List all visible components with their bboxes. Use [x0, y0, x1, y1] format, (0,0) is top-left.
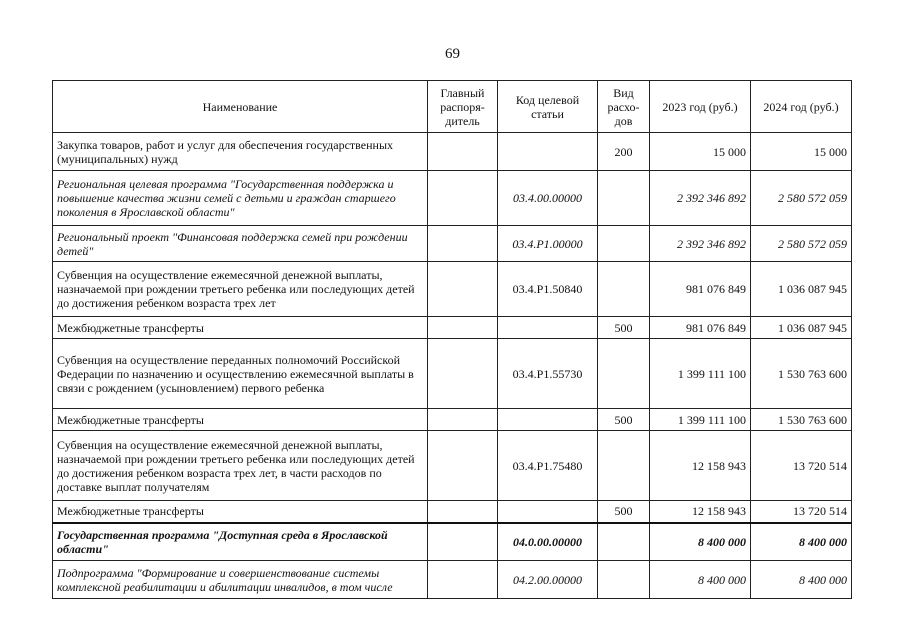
cell-type [598, 561, 650, 599]
cell-name: Межбюджетные трансферты [53, 317, 428, 339]
cell-2024: 8 400 000 [751, 561, 852, 599]
header-target-code: Код целевой статьи [498, 81, 598, 133]
cell-code [498, 317, 598, 339]
cell-code: 03.4.P1.50840 [498, 262, 598, 317]
cell-main [428, 317, 498, 339]
cell-name: Субвенция на осуществление ежемесячной денежной выплаты, назначаемой при рождении третьего ребенка или последующих детей до достижения ребенком возраста трех лет, в части расходов по доставке выплат получателям [53, 431, 428, 501]
cell-main [428, 133, 498, 171]
cell-main [428, 561, 498, 599]
cell-2024: 1 530 763 600 [751, 409, 852, 431]
cell-name: Подпрограмма "Формирование и совершенствование системы комплексной реабилитации и абилитации инвалидов, в том числе [53, 561, 428, 599]
cell-code: 04.2.00.00000 [498, 561, 598, 599]
cell-type: 500 [598, 317, 650, 339]
cell-type: 500 [598, 501, 650, 523]
cell-2024: 13 720 514 [751, 501, 852, 523]
cell-code: 03.4.P1.00000 [498, 226, 598, 262]
cell-name: Субвенция на осуществление переданных полномочий Российской Федерации по назначению и осуществлению ежемесячной выплаты в связи с рождением (усыновлением) первого ребенка [53, 339, 428, 409]
table-row [53, 226, 852, 262]
header-year-2023: 2023 год (руб.) [650, 81, 751, 133]
table-header-row [53, 81, 852, 133]
cell-code [498, 133, 598, 171]
cell-2024: 13 720 514 [751, 431, 852, 501]
cell-2023: 8 400 000 [650, 523, 751, 561]
cell-2023: 1 399 111 100 [650, 339, 751, 409]
cell-name: Государственная программа "Доступная среда в Ярославской области" [53, 523, 428, 561]
cell-type [598, 171, 650, 226]
table-row [53, 409, 852, 431]
cell-type [598, 431, 650, 501]
cell-2023: 12 158 943 [650, 431, 751, 501]
cell-code: 04.0.00.00000 [498, 523, 598, 561]
cell-2024: 2 580 572 059 [751, 226, 852, 262]
cell-2023: 981 076 849 [650, 317, 751, 339]
cell-2023: 12 158 943 [650, 501, 751, 523]
cell-type: 200 [598, 133, 650, 171]
header-expense-type: Вид расхо-дов [598, 81, 650, 133]
table-row [53, 501, 852, 523]
cell-name: Региональная целевая программа "Государственная поддержка и повышение качества жизни семей с детьми и граждан старшего поколения в Ярославской области" [53, 171, 428, 226]
cell-code: 03.4.00.00000 [498, 171, 598, 226]
cell-type [598, 226, 650, 262]
cell-main [428, 339, 498, 409]
cell-code [498, 501, 598, 523]
header-name: Наименование [53, 81, 428, 133]
table-row [53, 133, 852, 171]
page-number: 69 [445, 46, 460, 62]
budget-table [52, 80, 852, 599]
cell-type: 500 [598, 409, 650, 431]
cell-main [428, 431, 498, 501]
table-row [53, 262, 852, 317]
table-row [53, 561, 852, 599]
cell-code: 03.4.P1.55730 [498, 339, 598, 409]
table-row [53, 339, 852, 409]
table-row [53, 171, 852, 226]
cell-2023: 2 392 346 892 [650, 171, 751, 226]
cell-2024: 1 036 087 945 [751, 317, 852, 339]
header-main-manager: Главный распоря-дитель [428, 81, 498, 133]
cell-code: 03.4.P1.75480 [498, 431, 598, 501]
cell-2023: 2 392 346 892 [650, 226, 751, 262]
cell-main [428, 523, 498, 561]
table-row [53, 317, 852, 339]
cell-main [428, 501, 498, 523]
cell-type [598, 262, 650, 317]
cell-2024: 15 000 [751, 133, 852, 171]
table-row [53, 431, 852, 501]
cell-code [498, 409, 598, 431]
cell-2024: 2 580 572 059 [751, 171, 852, 226]
cell-main [428, 226, 498, 262]
cell-name: Межбюджетные трансферты [53, 501, 428, 523]
cell-2023: 15 000 [650, 133, 751, 171]
cell-type [598, 523, 650, 561]
cell-2023: 981 076 849 [650, 262, 751, 317]
header-year-2024: 2024 год (руб.) [751, 81, 852, 133]
cell-type [598, 339, 650, 409]
cell-name: Межбюджетные трансферты [53, 409, 428, 431]
cell-name: Закупка товаров, работ и услуг для обеспечения государственных (муниципальных) нужд [53, 133, 428, 171]
cell-2023: 1 399 111 100 [650, 409, 751, 431]
cell-main [428, 171, 498, 226]
cell-name: Субвенция на осуществление ежемесячной денежной выплаты, назначаемой при рождении третьего ребенка или последующих детей до достижения ребенком возраста трех лет [53, 262, 428, 317]
cell-2024: 8 400 000 [751, 523, 852, 561]
cell-2024: 1 036 087 945 [751, 262, 852, 317]
table-row [53, 523, 852, 561]
cell-2023: 8 400 000 [650, 561, 751, 599]
cell-name: Региональный проект "Финансовая поддержка семей при рождении детей" [53, 226, 428, 262]
cell-main [428, 409, 498, 431]
cell-2024: 1 530 763 600 [751, 339, 852, 409]
cell-main [428, 262, 498, 317]
